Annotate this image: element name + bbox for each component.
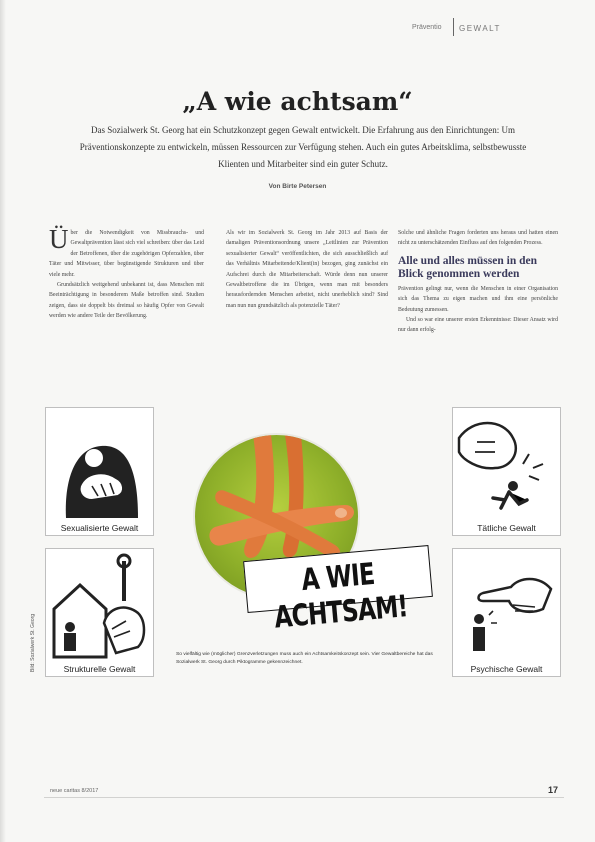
house-key-hand-icon bbox=[46, 549, 155, 664]
header-title: GEWALT bbox=[459, 24, 501, 33]
article-author: Von Birte Petersen bbox=[268, 183, 327, 190]
paragraph: Prävention gelingt nur, wenn die Menschen in einer Organisation sich das Thema zu eigen machen und ihm eine persönliche Bedeutung zumessen. bbox=[398, 285, 558, 313]
hand-on-chest-icon bbox=[46, 408, 155, 523]
pictogram-structural-violence bbox=[45, 548, 154, 677]
article-title: „A wie achtsam“ bbox=[182, 87, 413, 116]
pictogram-psychological-violence bbox=[452, 548, 561, 677]
section-subhead: Alle und alles müssen in den Blick genommen werden bbox=[398, 254, 537, 280]
pointing-finger-icon bbox=[453, 549, 562, 664]
drop-cap: Ü bbox=[49, 224, 69, 254]
image-caption: So vielfältig wie (möglicher) Grenzverletzungen muss auch ein Achtsamkeitskonzept sein. Vier Gewaltbereiche hat das Sozialwerk St. Georg durch Piktogramme gekennzeichnet. bbox=[176, 652, 433, 666]
page-number: 17 bbox=[548, 785, 559, 795]
text-column-1 bbox=[49, 224, 204, 322]
pictogram-sexual-violence bbox=[45, 407, 154, 536]
pictogram-label: Tätliche Gewalt bbox=[477, 523, 536, 533]
pictogram-physical-violence bbox=[452, 407, 561, 536]
paragraph: Als wir im Sozialwerk St. Georg im Jahr 2013 auf Basis der damaligen Präventionsordnung unsere „Leitlinien zur Prävention sexualisierter Gewalt“ veröffentlichten, die sich ausschließlich auf das Verhältnis Mitarbeitende/Klient(in) bezogen, ging zunächst ein Aufschrei durch die Mitarbeiterschaft. Würde denn nun unserer Gewaltbetroffene die im Übrigen, wenn man mit besonders herausfordernden Menschen arbeitet, nicht unerheblich sind? Sind man nun nun grundsätzlich als potenzielle Täter? bbox=[226, 230, 388, 309]
paragraph: Grundsätzlich weitgehend unbekannt ist, dass Menschen mit Beeinträchtigung in besonderem Maße betroffen sind. Studien zeigen, dass sie doppelt bis dreimal so häufig Opfer von Gewalt werden wie andere Teile der Bevölkerung. bbox=[49, 282, 204, 320]
paragraph-text: ber die Notwendigkeit von Missbrauchs- und Gewaltprävention lässt sich viel schreiben: über das Leid der Betroffenen, über die zugehörigen Opferzahlen, über Täter und Mitwisser, über begünstigende Strukturen und über viele mehr. bbox=[49, 230, 204, 278]
fist-striking-person-icon bbox=[453, 408, 562, 523]
text-column-2 bbox=[226, 228, 388, 311]
paragraph: Solche und ähnliche Fragen forderten uns heraus und hatten einen nicht zu unterschätzenden Einfluss auf den folgenden Prozess. bbox=[398, 230, 558, 247]
footer-divider bbox=[44, 797, 564, 798]
text-column-3 bbox=[398, 228, 558, 336]
paragraph bbox=[49, 224, 204, 280]
photo-credit: Bild: Sozialwerk St. Georg bbox=[30, 613, 36, 672]
header-section: Präventio bbox=[412, 24, 442, 31]
paragraph: Und so war eine unserer ersten Erkenntnisse: Dieser Ansatz wird nur dann erfolg- bbox=[398, 317, 558, 334]
pictogram-label: Strukturelle Gewalt bbox=[63, 664, 136, 674]
pictogram-label: Sexualisierte Gewalt bbox=[60, 523, 139, 533]
page-gutter-shadow bbox=[0, 0, 6, 842]
article-lead: Das Sozialwerk St. Georg hat ein Schutzkonzept gegen Gewalt entwickelt. Die Erfahrung aus den Einrichtungen: Um Präventionskonzepte zu entwickeln, müssen Ressourcen zur Verfügung stehen. Auch ein gutes Arbeitsklima, selbstbewusste Klienten und Mitarbeiter sind ein guter Schutz. bbox=[79, 125, 527, 169]
footer-publication: neue caritas 8/2017 bbox=[50, 788, 99, 794]
header-divider bbox=[453, 18, 454, 36]
slogan-text: A WIE ACHTSAM! bbox=[272, 556, 409, 636]
pictogram-label: Psychische Gewalt bbox=[470, 664, 543, 674]
